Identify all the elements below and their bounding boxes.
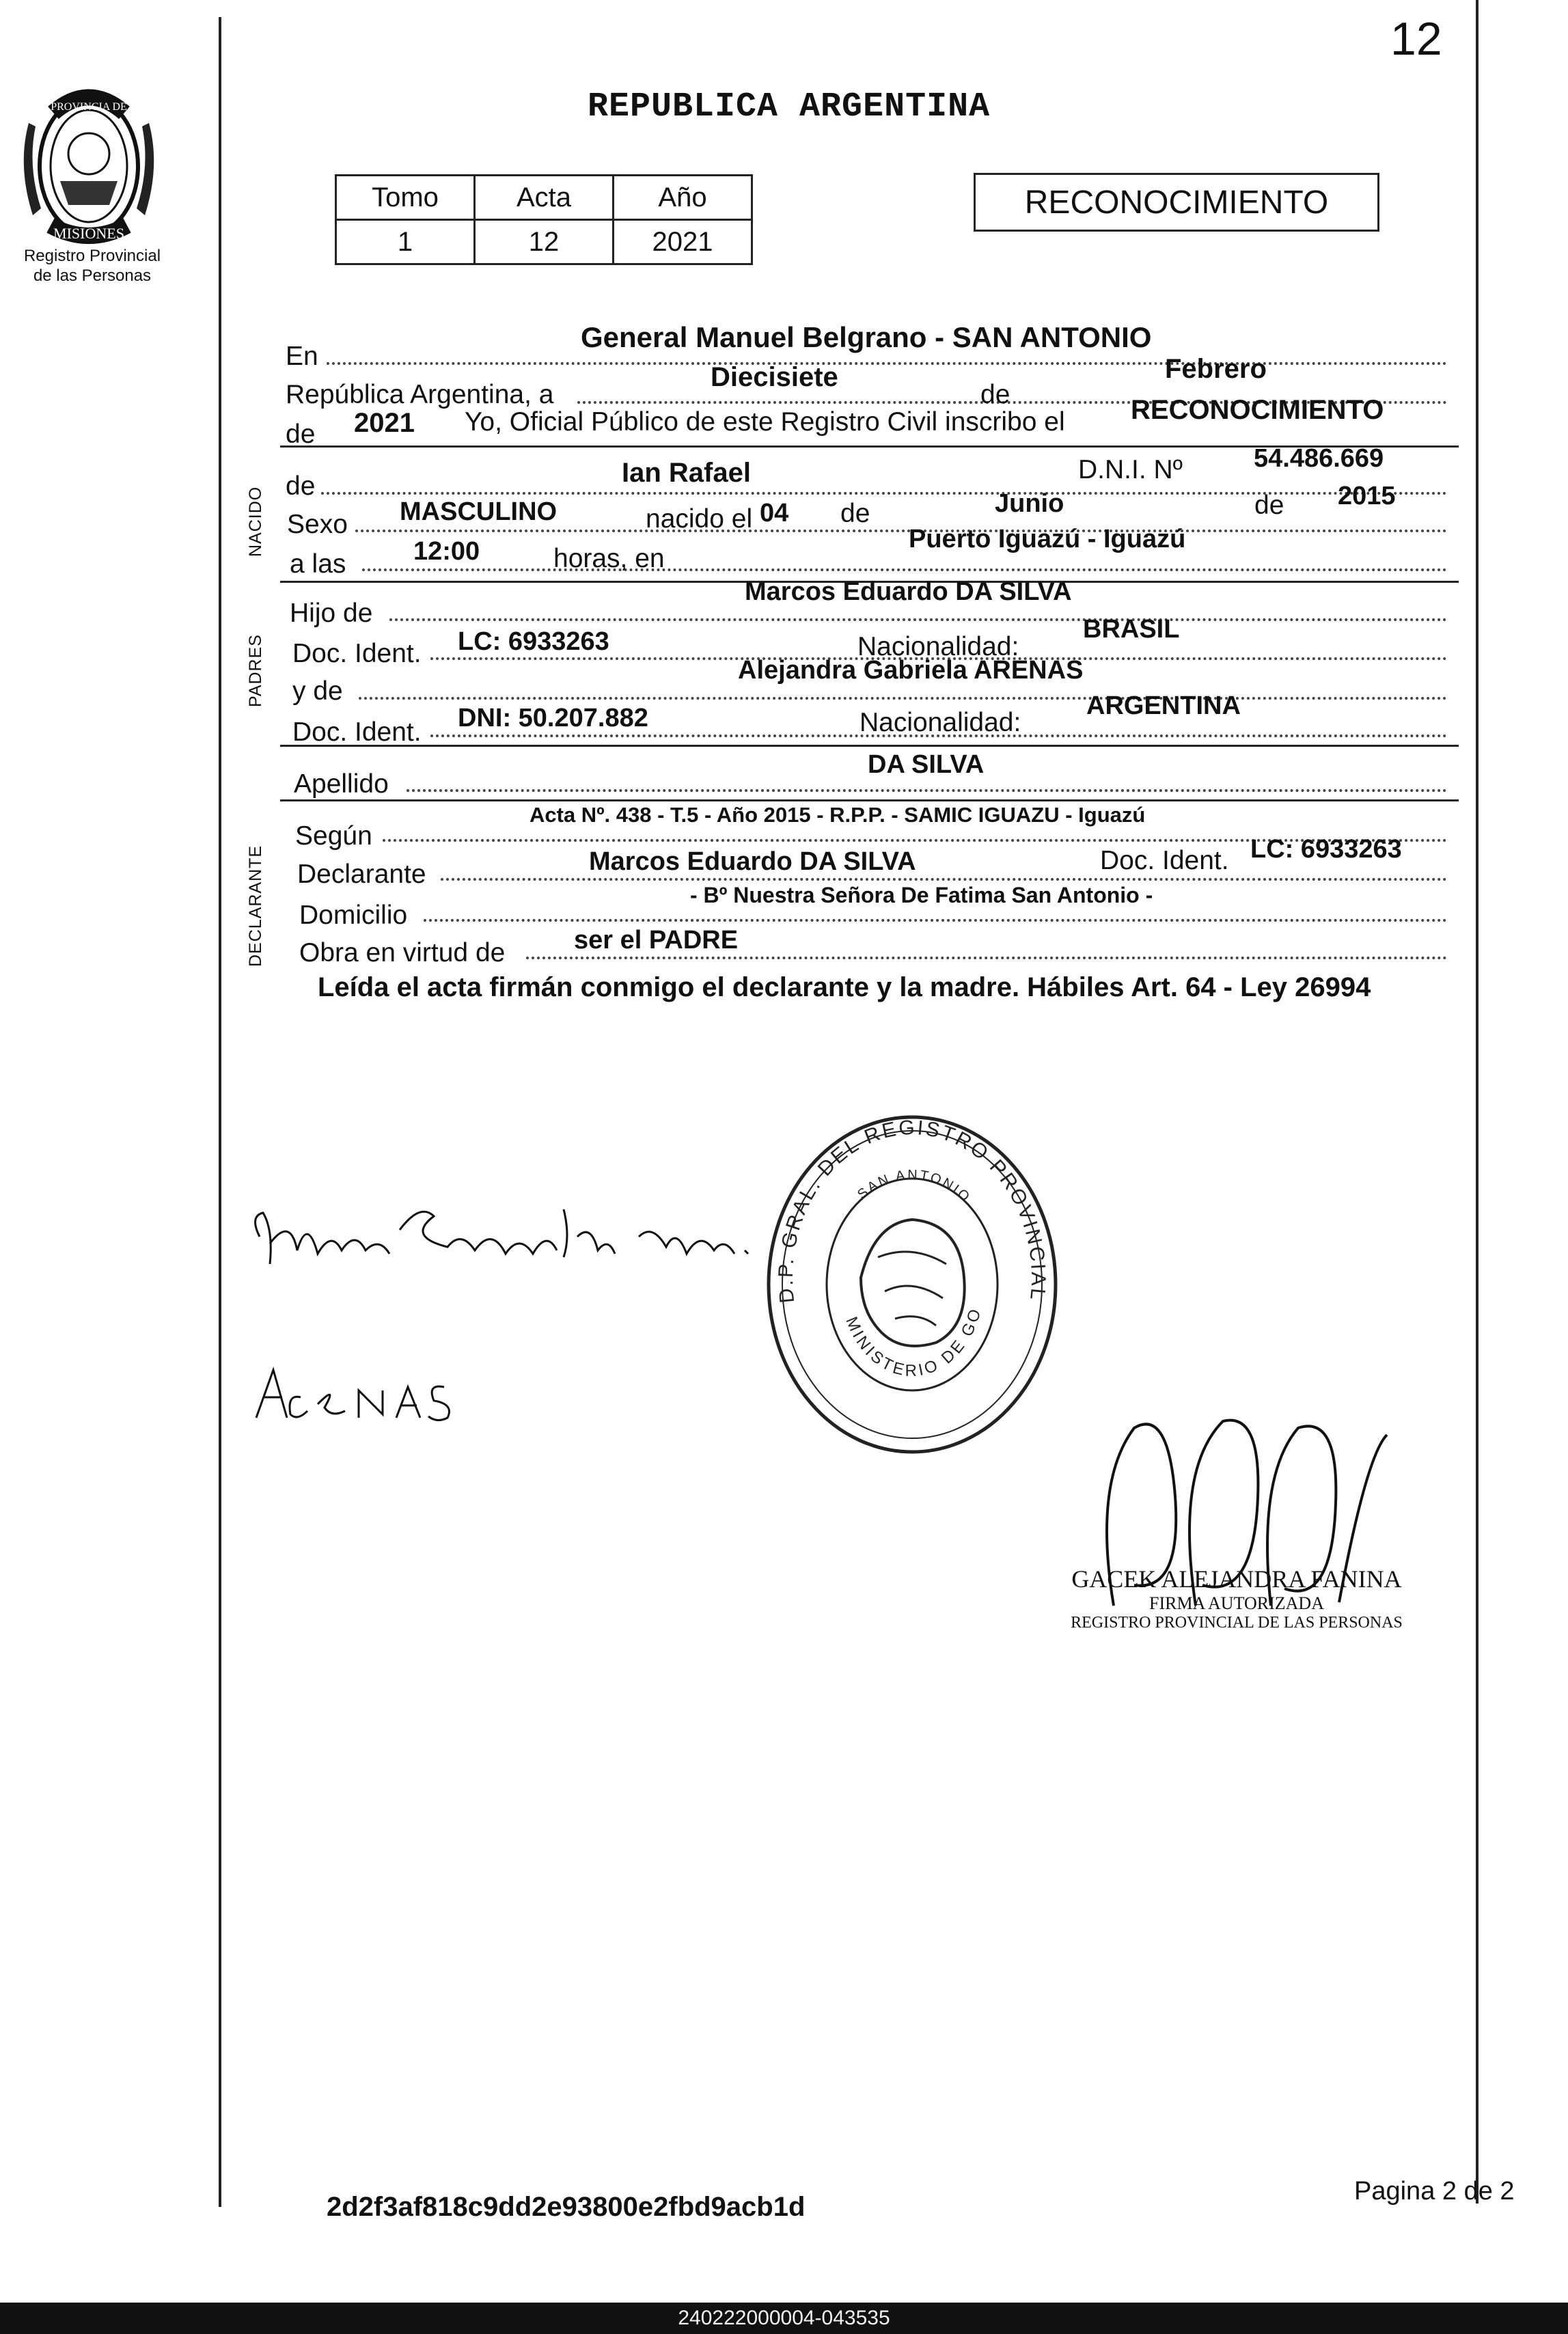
ano-header: Año [614, 176, 752, 220]
left-margin-line [219, 17, 221, 2207]
declarante-name-value: Marcos Eduardo DA SILVA [589, 847, 916, 876]
en-dots [327, 362, 1447, 365]
declarante-label: Declarante [297, 860, 426, 889]
sexo-label: Sexo [287, 510, 348, 539]
svg-text:D.P. GRAL. DEL REGISTRO PROVIN: D.P. GRAL. DEL REGISTRO PROVINCIAL [774, 1116, 1050, 1304]
closing-statement: Leída el acta firmán conmigo el declarante y la madre. Hábiles Art. 64 - Ley 26994 [318, 972, 1371, 1002]
footer-code-bar: 240222000004-043535 [0, 2303, 1568, 2334]
birth-year-value: 2015 [1338, 482, 1396, 510]
location-value: General Manuel Belgrano - SAN ANTONIO [581, 321, 1152, 353]
domicilio-label: Domicilio [299, 901, 408, 930]
logo-caption: Registro Provincial de las Personas [23, 247, 161, 285]
side-label-nacido: NACIDO [246, 486, 265, 557]
obra-value: ser el PADRE [574, 926, 739, 955]
republica-label: República Argentina, a [286, 380, 554, 409]
document-type-box: RECONOCIMIENTO [974, 173, 1379, 232]
mother-nationality-label: Nacionalidad: [859, 708, 1021, 737]
month-value: Febrero [1165, 354, 1267, 384]
father-doc-label: Doc. Ident. [292, 639, 422, 668]
father-doc-value: LC: 6933263 [458, 627, 609, 656]
father-signature [243, 1189, 762, 1302]
apellido-label: Apellido [294, 769, 389, 799]
side-label-padres: PADRES [246, 634, 265, 707]
obra-label: Obra en virtud de [299, 938, 506, 967]
surname-value: DA SILVA [868, 750, 985, 779]
mother-name-value: Alejandra Gabriela ARENAS [738, 656, 1084, 685]
parents-separator [280, 745, 1459, 747]
year-de-label: de [286, 420, 316, 449]
mother-signature [249, 1356, 475, 1435]
tomo-value: 1 [336, 220, 475, 264]
declarante-dots [441, 878, 1447, 881]
acta-header: Acta [475, 176, 614, 220]
birth-time-value: 12:00 [413, 537, 480, 566]
month-de-label: de [980, 380, 1010, 409]
birth-year-de-label: de [1254, 491, 1284, 520]
domicilio-dots [424, 919, 1447, 922]
registry-table [335, 174, 753, 265]
y-de-label: y de [292, 676, 343, 706]
day-words-value: Diecisiete [711, 362, 838, 392]
birth-place-value: Puerto Iguazú - Iguazú [909, 525, 1186, 553]
segun-label: Según [295, 821, 372, 851]
sex-value: MASCULINO [400, 497, 558, 526]
official-registry: REGISTRO PROVINCIAL DE LAS PERSONAS [1071, 1614, 1403, 1632]
a-las-label: a las [290, 549, 346, 579]
oficial-text: Yo, Oficial Público de este Registro Civil inscribo el [465, 407, 1065, 437]
official-seal [758, 1107, 1066, 1462]
a-las-dots [362, 568, 1447, 571]
father-nationality-label: Nacionalidad: [857, 632, 1019, 661]
authorized-official-stamp [1045, 1565, 1428, 1632]
mother-nationality-value: ARGENTINA [1086, 691, 1241, 720]
svg-text:MINISTERIO DE GOBIERNO: MINISTERIO DE GO [842, 1304, 986, 1380]
nacido-el-label: nacido el [646, 504, 753, 534]
child-dni-value: 54.486.669 [1254, 444, 1384, 473]
birth-month-value: Junio [995, 489, 1064, 518]
mother-doc-value: DNI: 50.207.882 [458, 704, 648, 732]
tomo-header: Tomo [336, 176, 475, 220]
declarante-doc-value: LC: 6933263 [1250, 835, 1402, 864]
domicilio-value: - Bº Nuestra Señora De Fatima San Antonio - [690, 883, 1153, 907]
apellido-dots [407, 789, 1447, 792]
surname-separator [280, 799, 1459, 801]
svg-text:PROVINCIA DE: PROVINCIA DE [51, 101, 127, 113]
acta-value: 12 [475, 220, 614, 264]
en-label: En [286, 342, 318, 371]
sexo-dots [355, 530, 1447, 532]
dni-label: D.N.I. Nº [1078, 455, 1183, 484]
father-name-value: Marcos Eduardo DA SILVA [745, 577, 1072, 606]
act-year-value: 2021 [354, 408, 415, 438]
official-name: GACEK ALEJANDRA FANINA [1071, 1565, 1402, 1593]
horas-label: horas, en [553, 544, 665, 573]
side-label-declarante: DECLARANTE [246, 845, 265, 967]
birth-de-label: de [840, 499, 870, 528]
official-role: FIRMA AUTORIZADA [1149, 1593, 1324, 1613]
child-de-label: de [286, 471, 316, 501]
hijo-dots [389, 618, 1447, 621]
mother-doc-label: Doc. Ident. [292, 717, 422, 747]
document-hash: 2d2f3af818c9dd2e93800e2fbd9acb1d [327, 2192, 806, 2222]
y-de-dots [359, 697, 1447, 700]
child-name-value: Ian Rafael [622, 458, 751, 488]
page-number: 12 [1390, 13, 1442, 65]
misiones-province-logo [20, 85, 157, 249]
inscription-type-value: RECONOCIMIENTO [1131, 395, 1384, 425]
hijo-de-label: Hijo de [290, 599, 373, 628]
svg-text:MISIONES: MISIONES [53, 225, 124, 242]
segun-value: Acta Nº. 438 - T.5 - Año 2015 - R.P.P. - SAMIC IGUAZU - Iguazú [529, 803, 1146, 827]
obra-dots [526, 957, 1447, 959]
svg-text:SAN ANTONIO: SAN ANTONIO [854, 1167, 974, 1206]
pagination: Pagina 2 de 2 [1354, 2177, 1515, 2206]
right-margin-line [1476, 0, 1478, 2203]
father-nationality-value: BRASIL [1083, 615, 1180, 644]
birth-day-value: 04 [760, 499, 789, 527]
declarante-doc-label: Doc. Ident. [1100, 846, 1229, 875]
ano-value: 2021 [614, 220, 752, 264]
document-title: REPUBLICA ARGENTINA [588, 87, 991, 126]
